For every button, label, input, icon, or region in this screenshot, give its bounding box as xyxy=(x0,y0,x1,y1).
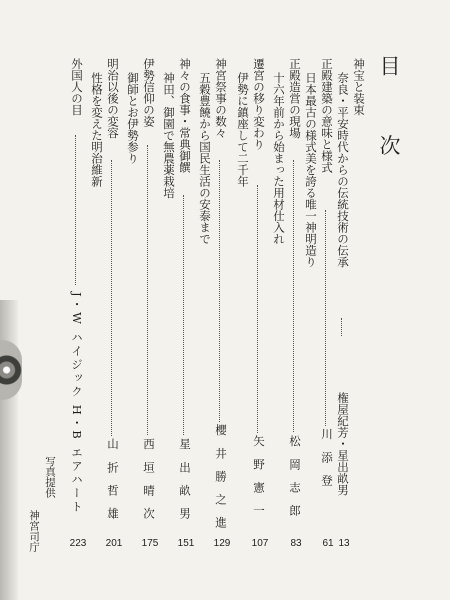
toc-entry xyxy=(142,0,158,600)
entry-page: 151 xyxy=(177,538,195,549)
toc-entry xyxy=(236,0,252,600)
entry-title: 御師とお伊勢参り xyxy=(126,72,140,164)
entry-title: 神宝と装束 xyxy=(352,58,366,116)
toc-entry xyxy=(198,0,214,600)
entry-title: 外国人の目 xyxy=(70,58,84,116)
entry-title: 神々の食事・常典御饌 xyxy=(178,58,192,173)
toc-entry xyxy=(90,0,106,600)
entry-title: 伊勢信仰の姿 xyxy=(142,58,156,127)
entry-title: 明治以後の変容 xyxy=(106,58,120,139)
entry-title: 遷宮の移り変わり xyxy=(252,58,266,150)
entry-author: 櫻 井 勝 之 進 xyxy=(214,424,228,533)
entry-page: 175 xyxy=(141,538,159,549)
toc-entry xyxy=(336,0,352,600)
entry-title: 伊勢に鎮座して二千年 xyxy=(236,72,250,187)
toc-entry xyxy=(288,0,304,600)
toc-entry xyxy=(178,0,194,600)
entry-page: 83 xyxy=(290,538,302,549)
entry-title: 性格を変えた明治維新 xyxy=(90,72,104,187)
entry-author: 山 折 哲 雄 xyxy=(106,438,120,523)
entry-author: 川 添 登 xyxy=(320,428,334,490)
entry-page: 201 xyxy=(105,538,123,549)
entry-author: 星 出 畝 男 xyxy=(178,438,192,523)
toc-entry xyxy=(162,0,178,600)
toc-entry xyxy=(252,0,268,600)
entry-title: 正殿建築の意味と様式 xyxy=(320,58,334,173)
entry-title: 神田、御園で無農薬栽培 xyxy=(162,72,176,199)
entry-page: 13 xyxy=(338,538,350,549)
entry-page: 107 xyxy=(251,538,269,549)
entry-author: 松 岡 志 郎 xyxy=(288,435,302,520)
entry-author: 矢 野 憲 一 xyxy=(252,435,266,520)
toc-entry xyxy=(106,0,122,600)
photo-credit-label: 写真提供 xyxy=(44,456,56,498)
toc-entry xyxy=(214,0,230,600)
entry-author: 権屋紀芳・星出畝男 xyxy=(336,392,350,496)
binder-ring xyxy=(0,340,22,400)
photo-credit-source: 神宮司庁 xyxy=(28,510,40,552)
entry-title: 神宮祭事の数々 xyxy=(214,58,228,139)
entry-title: 十六年前から始まった用材仕入れ xyxy=(272,72,286,245)
entry-page: 61 xyxy=(322,538,334,549)
entry-title: 日本最古の様式美を誇る唯一神明造り xyxy=(304,72,318,268)
toc-heading: 目 次 xyxy=(377,55,401,182)
toc-entry xyxy=(272,0,288,600)
entry-author: J・W ハイジック H・B エアハート xyxy=(70,292,84,514)
toc-entry xyxy=(304,0,320,600)
entry-title: 五穀豊饒から国民生活の安泰まで xyxy=(198,72,212,245)
entry-title: 奈良・平安時代からの伝統技術の伝承 xyxy=(336,72,350,268)
toc-entry xyxy=(126,0,142,600)
toc-entry xyxy=(320,0,336,600)
entry-author: 西 垣 晴 次 xyxy=(142,438,156,523)
toc-entry xyxy=(352,0,368,600)
toc-entry xyxy=(70,0,86,600)
entry-page: 129 xyxy=(213,538,231,549)
entry-page: 223 xyxy=(69,538,87,549)
entry-title: 正殿造営の現場 xyxy=(288,58,302,139)
